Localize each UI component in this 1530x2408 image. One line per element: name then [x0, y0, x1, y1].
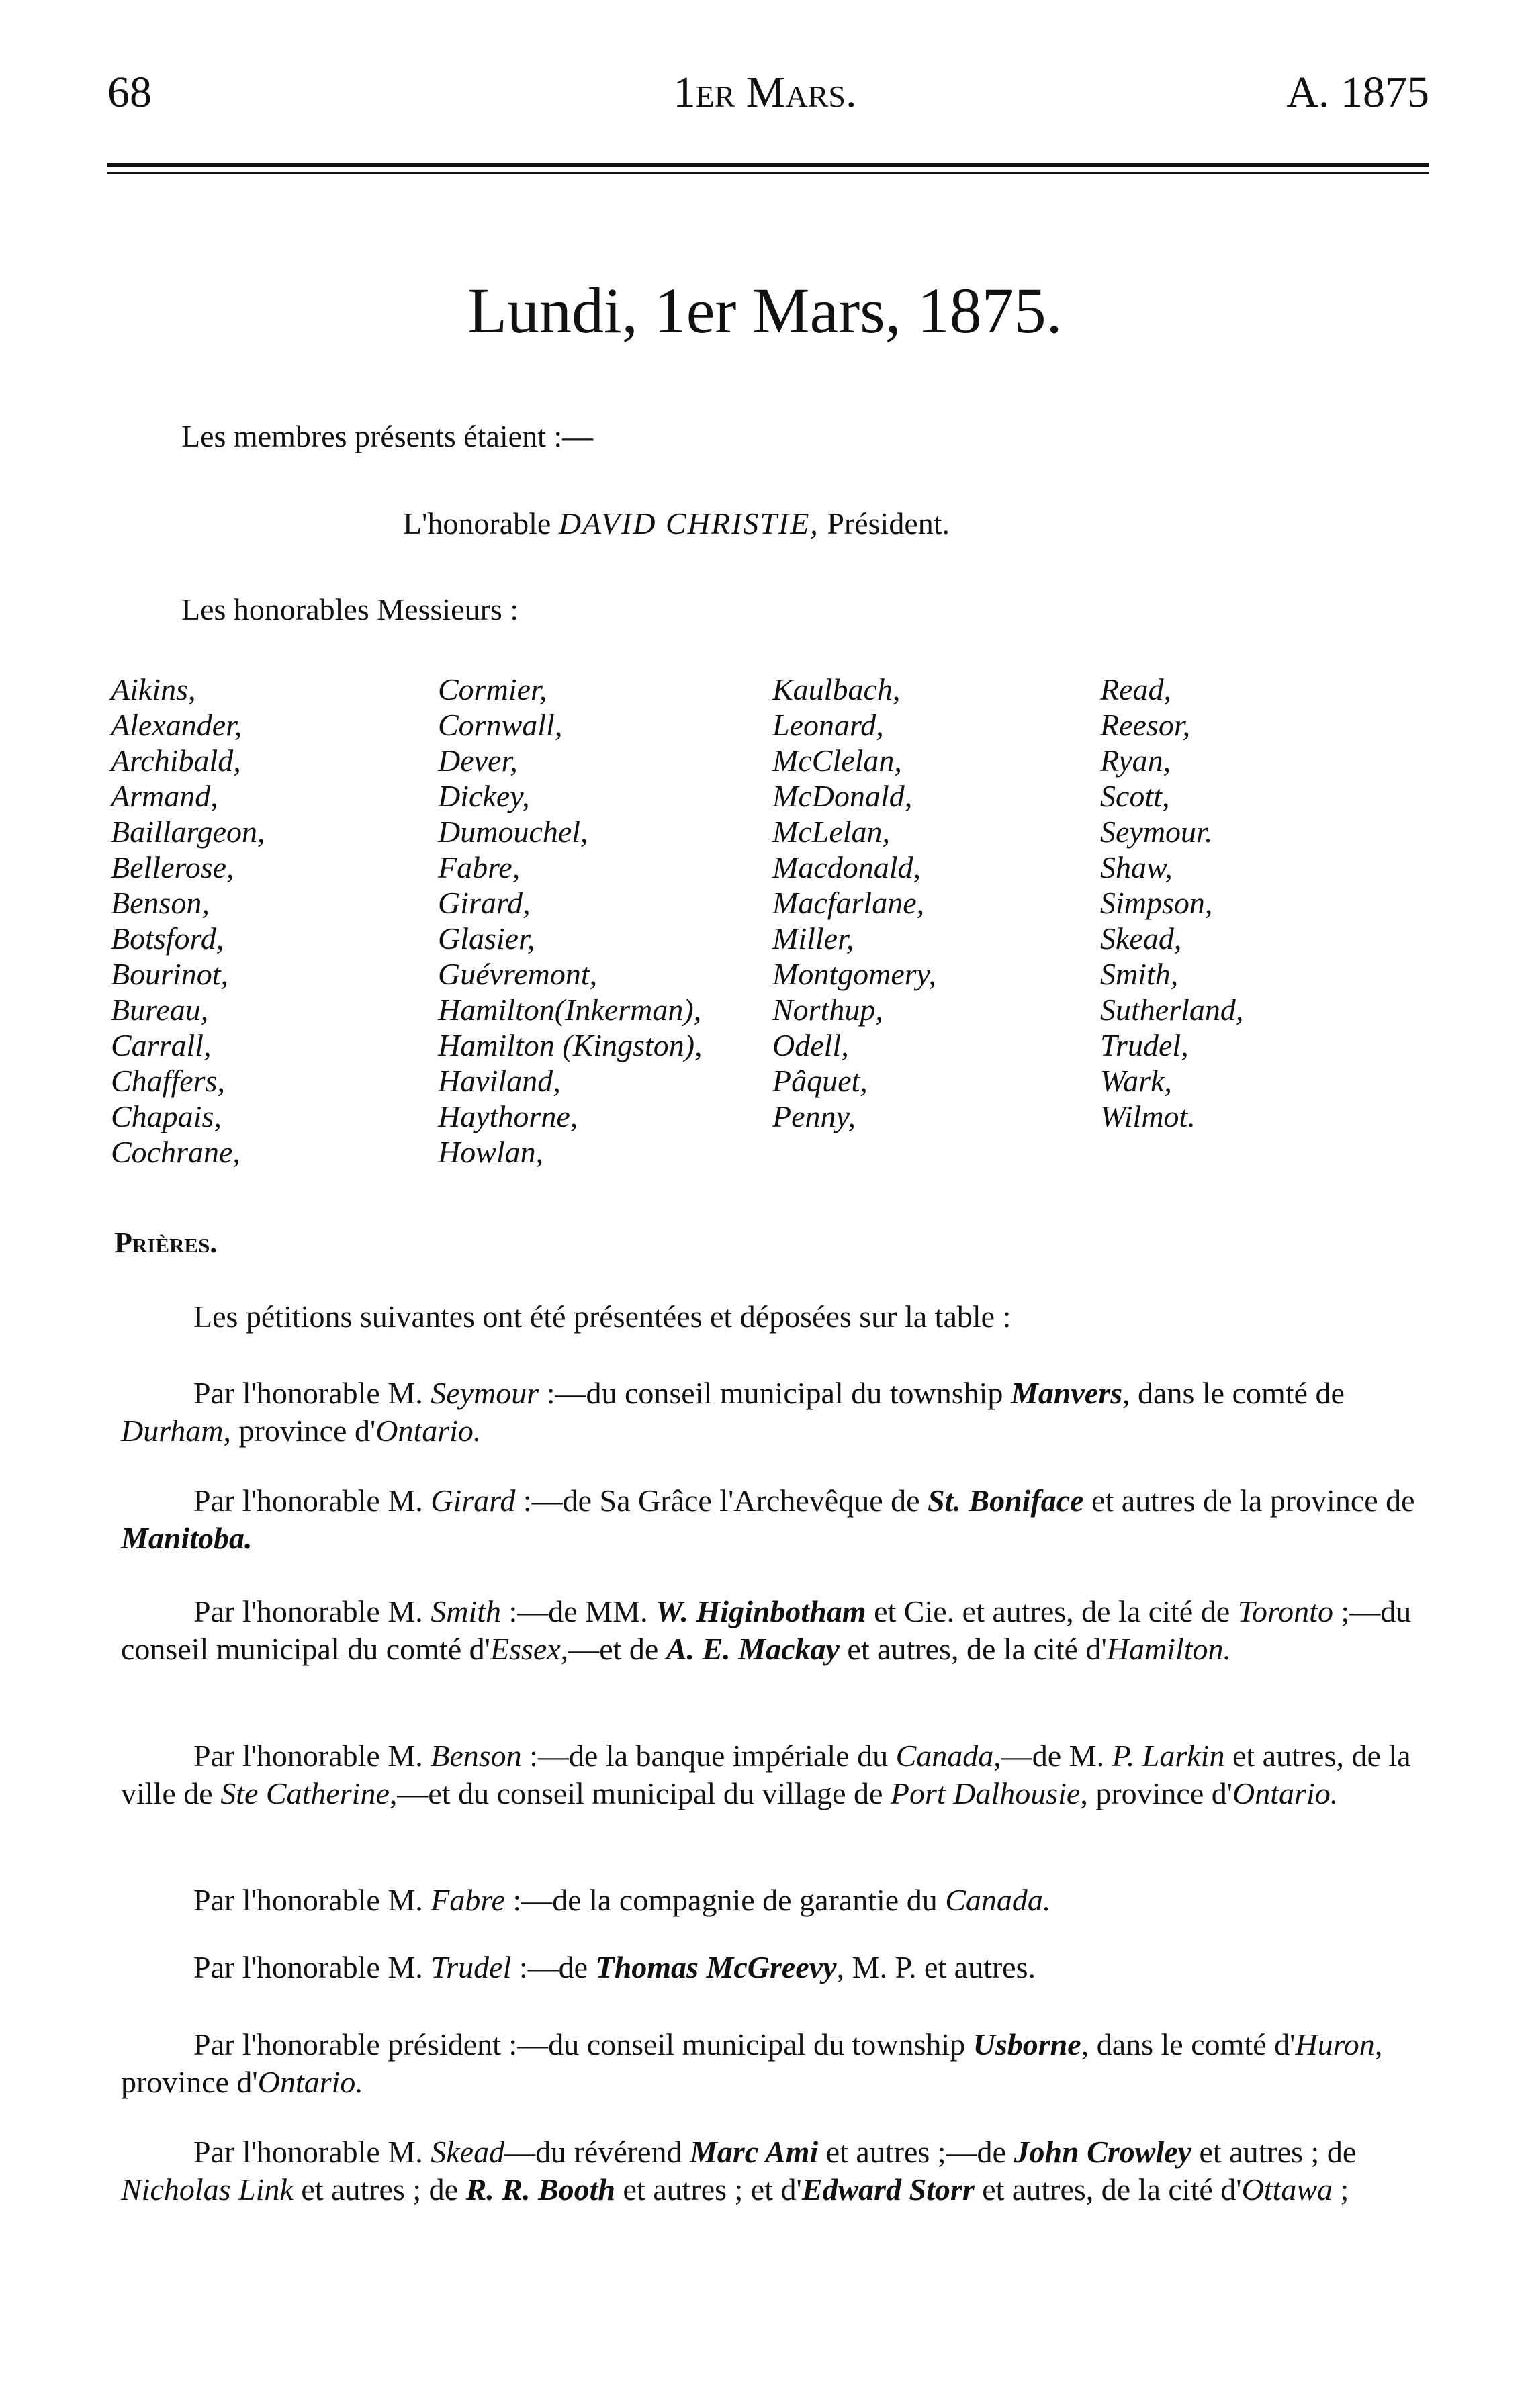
member-name: Botsford,: [111, 921, 224, 956]
petitioner-name: Thomas McGreevy: [595, 1950, 837, 1984]
place-name: Canada: [895, 1739, 994, 1773]
petitioner-name: W. Higinbotham: [656, 1594, 866, 1628]
member-name: Howlan,: [438, 1135, 544, 1169]
petition-text: , province d': [121, 2027, 1383, 2099]
page-title: Lundi, 1er Mars, 1875.: [467, 275, 1063, 346]
senator-name: Smith: [431, 1594, 502, 1628]
member-name: Trudel,: [1100, 1028, 1189, 1062]
member-name: Aikins,: [111, 672, 196, 706]
member-name: Penny,: [772, 1099, 856, 1133]
petition-text: Par l'honorable M.: [193, 1376, 431, 1410]
section-heading: Prières.: [114, 1226, 218, 1259]
place-name: Toronto: [1237, 1594, 1333, 1628]
member-name: McLelan,: [772, 815, 891, 849]
petitioner-name: A. E. Mackay: [666, 1632, 840, 1666]
member-name: Wark,: [1100, 1064, 1172, 1098]
member-name: Armand,: [111, 779, 218, 813]
petition-text: et autres ; de: [293, 2172, 466, 2207]
petition-text: et autres, de la cité d': [974, 2172, 1242, 2207]
petition-text: et Cie. et autres, de la cité de: [866, 1594, 1238, 1628]
member-name: Read,: [1100, 672, 1172, 706]
member-name: Chaffers,: [111, 1064, 225, 1098]
page-number: 68: [107, 68, 152, 117]
petitioner-name: P. Larkin: [1112, 1739, 1225, 1773]
member-name: Cochrane,: [111, 1135, 240, 1169]
petition-benson: [121, 1737, 1451, 1812]
member-name: McClelan,: [772, 743, 902, 778]
member-name: Macdonald,: [772, 850, 921, 884]
member-name: Hamilton(Inkerman),: [438, 992, 702, 1027]
petition-text: et autres ; de: [1191, 2135, 1357, 2169]
senator-name: Girard: [431, 1483, 516, 1518]
member-name: Northup,: [772, 992, 883, 1027]
petition-smith: [121, 1593, 1451, 1668]
member-name: Bourinot,: [111, 957, 229, 991]
petition-text: ,—et de: [560, 1632, 666, 1666]
header-rule-bottom: [107, 172, 1429, 174]
petition-text: Par l'honorable président :—du conseil municipal du township: [193, 2027, 973, 2062]
petitioner-name: Nicholas Link: [121, 2172, 294, 2207]
petition-fabre: [121, 1882, 1451, 1919]
senator-name: Benson: [431, 1739, 522, 1773]
petition-text: et autres ;—de: [818, 2135, 1014, 2169]
petition-text: —du révérend: [504, 2135, 690, 2169]
member-name: Guévremont,: [438, 957, 598, 991]
member-name: Montgomery,: [772, 957, 937, 991]
petition-text: :—de la banque impériale du: [521, 1739, 896, 1773]
place-name: Ste Catherine: [220, 1776, 390, 1810]
petition-text: Par l'honorable M.: [193, 1483, 431, 1518]
member-name: Dumouchel,: [438, 815, 588, 849]
petition-text: ,—et du conseil municipal du village de: [389, 1776, 891, 1810]
members-column-1: [111, 672, 265, 1170]
petition-trudel: [121, 1949, 1451, 1986]
member-name: Dever,: [438, 743, 518, 778]
member-name: Haviland,: [438, 1064, 561, 1098]
senator-name: Trudel: [431, 1950, 512, 1984]
place-name: Manitoba.: [121, 1521, 253, 1555]
member-name: Dickey,: [438, 779, 530, 813]
member-name: Fabre,: [438, 850, 521, 884]
honorables-intro: Les honorables Messieurs :: [181, 592, 519, 627]
member-name: Skead,: [1100, 921, 1182, 956]
petitioner-name: R. R. Booth: [465, 2172, 615, 2207]
petition-text: :—de Sa Grâce l'Archevêque de: [515, 1483, 928, 1518]
petition-text: , dans le comté de: [1122, 1376, 1345, 1410]
member-name: Smith,: [1100, 957, 1179, 991]
petition-girard: [121, 1482, 1451, 1557]
member-name: Simpson,: [1100, 886, 1213, 920]
member-name: Carrall,: [111, 1028, 212, 1062]
place-name: Usborne: [973, 2027, 1081, 2062]
petition-text: Par l'honorable M.: [193, 1594, 431, 1628]
place-name: Hamilton.: [1106, 1632, 1232, 1666]
member-name: Archibald,: [111, 743, 241, 778]
member-name: Haythorne,: [438, 1099, 578, 1133]
petition-text: :—de MM.: [501, 1594, 656, 1628]
member-name: Hamilton (Kingston),: [438, 1028, 703, 1062]
member-name: Wilmot.: [1100, 1099, 1196, 1133]
member-name: Alexander,: [111, 708, 242, 742]
petition-text: ,—de M.: [993, 1739, 1112, 1773]
petition-skead: [121, 2133, 1451, 2209]
place-name: Essex: [490, 1632, 561, 1666]
petition-text: Par l'honorable M.: [193, 1883, 431, 1917]
place-name: Ontario.: [1232, 1776, 1339, 1810]
petition-text: Par l'honorable M.: [193, 1739, 431, 1773]
petition-text: ;: [1333, 2172, 1349, 2207]
president-name: DAVID CHRISTIE,: [558, 506, 819, 541]
petition-text: , province d': [1080, 1776, 1233, 1810]
petition-seymour: [121, 1375, 1451, 1450]
year-label: A. 1875: [1286, 68, 1429, 117]
member-name: Benson,: [111, 886, 210, 920]
place-name: Manvers: [1010, 1376, 1123, 1410]
petition-text: :—du conseil municipal du township: [539, 1376, 1011, 1410]
member-name: Leonard,: [772, 708, 884, 742]
senator-name: Fabre: [431, 1883, 505, 1917]
members-column-2: [438, 672, 703, 1170]
petitioner-name: Marc Ami: [689, 2135, 819, 2169]
header-rule-top: [107, 163, 1429, 167]
place-name: Ontario.: [375, 1414, 482, 1448]
petition-text: Par l'honorable M.: [193, 2135, 431, 2169]
petition-text: et autres de la province de: [1083, 1483, 1415, 1518]
senator-name: Seymour: [431, 1376, 539, 1410]
member-name: Glasier,: [438, 921, 535, 956]
member-name: Ryan,: [1100, 743, 1171, 778]
member-name: Kaulbach,: [772, 672, 901, 706]
petition-text: et autres ; et d': [615, 2172, 802, 2207]
petition-text: , M. P. et autres.: [836, 1950, 1036, 1984]
member-name: Girard,: [438, 886, 531, 920]
petition-text: Par l'honorable M.: [193, 1950, 431, 1984]
member-name: McDonald,: [772, 779, 913, 813]
petition-text: , dans le comté d': [1081, 2027, 1296, 2062]
petition-text: ;—du conseil municipal du comté d': [121, 1594, 1412, 1666]
member-name: Baillargeon,: [111, 815, 265, 849]
petition-text: et autres, de la ville de: [121, 1739, 1411, 1810]
place-name: Canada.: [945, 1883, 1051, 1917]
member-name: Shaw,: [1100, 850, 1173, 884]
member-name: Seymour.: [1100, 815, 1213, 849]
petition-text: :—de: [511, 1950, 596, 1984]
senator-name: Skead: [431, 2135, 505, 2169]
member-name: Pâquet,: [772, 1064, 868, 1098]
member-name: Chapais,: [111, 1099, 222, 1133]
members-column-3: [772, 672, 936, 1134]
place-name: Huron: [1295, 2027, 1375, 2062]
member-name: Bellerose,: [111, 850, 234, 884]
president-role: Président.: [827, 506, 950, 541]
petition-text: , province d': [223, 1414, 376, 1448]
member-name: Odell,: [772, 1028, 849, 1062]
member-name: Sutherland,: [1100, 992, 1244, 1027]
running-title: 1er Mars.: [673, 68, 857, 117]
place-name: Port Dalhousie: [890, 1776, 1081, 1810]
petitioner-name: John Crowley: [1014, 2135, 1192, 2169]
petition-text: et autres, de la cité d': [839, 1632, 1107, 1666]
place-name: Durham: [121, 1414, 224, 1448]
president-prefix: L'honorable: [403, 506, 551, 541]
member-name: Bureau,: [111, 992, 209, 1027]
president-line: [403, 505, 950, 542]
member-name: Reesor,: [1100, 708, 1191, 742]
petitions-intro: Les pétitions suivantes ont été présentées et déposées sur la table :: [193, 1299, 1011, 1334]
place-name: Ontario.: [257, 2065, 363, 2099]
petition-president: [121, 2026, 1451, 2101]
petitioner-name: Edward Storr: [801, 2172, 975, 2207]
petition-text: :—de la compagnie de garantie du: [504, 1883, 946, 1917]
members-column-4: [1100, 672, 1243, 1134]
member-name: Cormier,: [438, 672, 547, 706]
member-name: Macfarlane,: [772, 886, 925, 920]
member-name: Miller,: [772, 921, 854, 956]
member-name: Scott,: [1100, 779, 1170, 813]
place-name: Ottawa: [1241, 2172, 1333, 2207]
place-name: St. Boniface: [928, 1483, 1084, 1518]
member-name: Cornwall,: [438, 708, 563, 742]
members-intro: Les membres présents étaient :—: [181, 419, 594, 453]
